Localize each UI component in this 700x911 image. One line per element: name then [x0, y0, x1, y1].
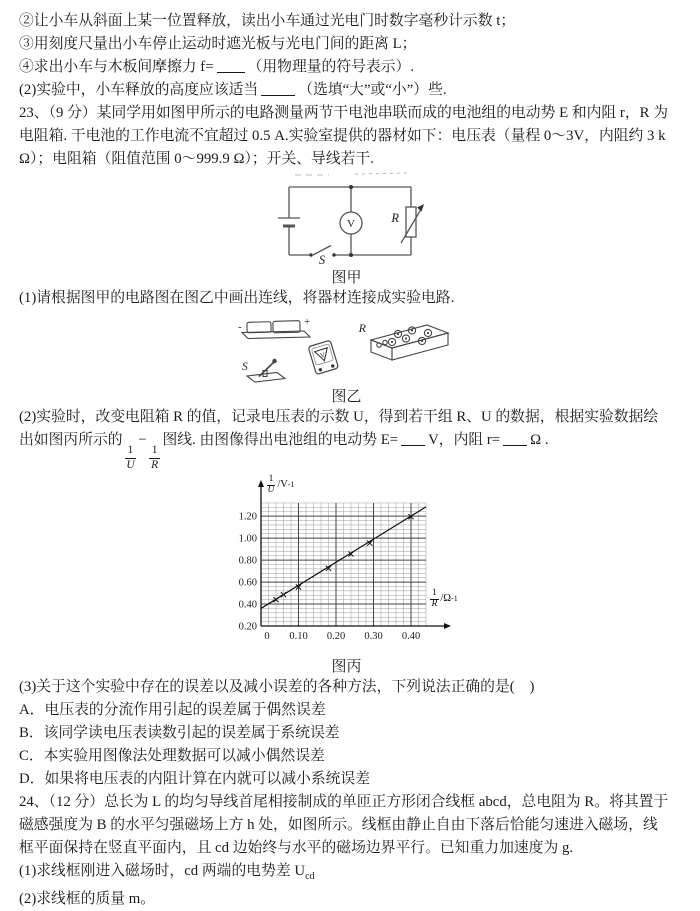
q24-stem-line2: 磁感强度为 B 的水平匀强磁场上方 h 处，如图所示。线框由静止自由下落后恰能匀速进入磁场，线 [19, 817, 658, 833]
voltmeter-device [308, 340, 338, 374]
experiment-step-3: ③用刻度尺量出小车停止运动时遮光板与光电门间的距离 L； [19, 36, 417, 52]
voltmeter-label: V [346, 218, 355, 230]
q23-part3: (3)关于这个实验中存在的误差以及减小误差的各种方法，下列说法正确的是( ) [19, 679, 535, 695]
experiment-step-4 [19, 56, 674, 79]
q23-stem-line1: 23、（9 分）某同学用如图甲所示的电路测量两节干电池串联而成的电池组的电动势 E 和内阻 r，R 为 [19, 105, 669, 121]
experiment-step-2: ②让小车从斜面上某一位置释放，读出小车通过光电门时数字毫秒计示数 t； [19, 13, 516, 29]
svg-text:0.40: 0.40 [401, 631, 420, 642]
q23-stem-line3: Ω）；电阻箱（阻值范围 0～999.9 Ω）；开关、导线若干. [19, 151, 374, 167]
figure-c-caption: 图丙 [331, 659, 362, 675]
circuit-wires [289, 187, 423, 255]
fraction-1-over-U: $\frac{1}{U}$ [126, 444, 135, 471]
step-4-text: ④求出小车与木板间摩擦力 f= [19, 59, 214, 75]
y-axis-fraction: $\frac{1}{U}$ [267, 474, 275, 495]
battery-holder [242, 321, 310, 339]
svg-text:0.30: 0.30 [363, 631, 383, 642]
switch-knob [272, 359, 276, 363]
fraction-1-over-R: $\frac{1}{R}$ [149, 445, 161, 471]
option-a: A．电压表的分流作用引起的误差属于偶然误差 [19, 702, 326, 718]
battery-plus-label: + [304, 316, 311, 328]
y-axis-label: $\frac{1}{U}$ /V -1 [267, 474, 295, 495]
q24-part2: (2)求线框的质量 m。 [19, 890, 156, 907]
resistance-box-knob-dots [391, 329, 429, 343]
fraction-dash: − [138, 432, 147, 448]
q23-stem-line2: 电阻箱. 干电池的工作电流不宜超过 0.5 A.实验室提供的器材如下：电压表（量程 0～3V，内阻约 3 k [19, 128, 666, 144]
option-d: D．如果将电压表的内阻计算在内就可以减小系统误差 [19, 771, 371, 787]
x-axis-fraction: $\frac{1}{R}$ [431, 588, 438, 609]
equipment-figure-b [234, 310, 459, 384]
emf-blank [401, 432, 425, 446]
junction-dots [309, 185, 424, 257]
figure-a-caption: 图甲 [331, 270, 362, 286]
resistor-label: R [390, 211, 399, 225]
resistance-box-label: R [358, 321, 366, 335]
switch-device-label: S [242, 361, 248, 373]
svg-text:0.10: 0.10 [288, 631, 308, 642]
battery-minus-label: - [238, 321, 242, 333]
height-blank [261, 82, 295, 96]
part2-mid-text: 图线. 由图像得出电池组的电动势 E= [162, 432, 399, 448]
x-axis-label: $\frac{1}{R}$ /Ω -1 [431, 588, 458, 609]
circuit-diagram-figure-a [259, 171, 435, 265]
svg-text:0.80: 0.80 [238, 555, 257, 567]
figure-b-block [234, 310, 459, 406]
svg-text:0.20: 0.20 [326, 631, 345, 642]
switch-label: S [318, 253, 325, 265]
q24-stem-line3: 框平面保持在竖直平面内，且 cd 边始终与水平的磁场边界平行。已知重力加速度为 g. [19, 840, 574, 856]
part2-unit-ohm: Ω . [530, 432, 549, 448]
option-b: B．该同学读电压表读数引起的误差属于系统误差 [19, 725, 340, 741]
figure-c-chart [217, 474, 477, 659]
q22-part2-note: （选填“大”或“小”）些. [298, 82, 447, 98]
step-4-note: （用物理量的符号表示）. [247, 59, 415, 75]
q23-part2-line1: (2)实验时，改变电阻箱 R 的值，记录电压表的示数 U，得到若干组 R、U 的数据，根据实验数据绘 [19, 409, 659, 425]
q23-part2-line2 [19, 429, 674, 471]
switch-device [247, 362, 285, 382]
scan-artifact-dashes [295, 173, 409, 175]
figure-b-caption: 图乙 [331, 389, 362, 405]
svg-text:0: 0 [263, 631, 270, 642]
q24-stem-line1: 24、（12 分）总长为 L 的均匀导线首尾相接制成的单匝正方形闭合线框 abcd，总电阻为 R。将其置于 [19, 794, 669, 810]
internal-resistance-blank [503, 432, 527, 446]
svg-text:0.20: 0.20 [238, 621, 257, 633]
ucd-subscript: cd [305, 870, 315, 882]
svg-text:0.60: 0.60 [238, 577, 257, 589]
q22-part2-text: (2)实验中，小车释放的高度应该适当 [19, 82, 259, 98]
svg-text:1.00: 1.00 [238, 533, 257, 545]
voltmeter-face-label: V [319, 350, 327, 361]
question-22-part2 [19, 79, 674, 102]
option-c: C．本实验用图像法处理数据可以减小偶然误差 [19, 748, 325, 764]
friction-blank [217, 59, 245, 73]
q23-part1: (1)请根据图甲的电路图在图乙中画出连线，将器材连接成实验电路. [19, 290, 455, 306]
chart-canvas [217, 474, 477, 664]
battery-symbol [278, 218, 300, 226]
figure-a-block [259, 171, 435, 287]
q24-part1: (1)求线框刚进入磁场时，cd 两端的电势差 $U_{cd}$ [19, 863, 315, 882]
part2-pre-text: 出如图丙所示的 [19, 432, 123, 448]
svg-text:0.40: 0.40 [238, 599, 257, 611]
part2-unit-v: V，内阻 r= [428, 432, 501, 448]
resistance-box-device [371, 325, 448, 360]
svg-text:1.20: 1.20 [238, 511, 257, 523]
